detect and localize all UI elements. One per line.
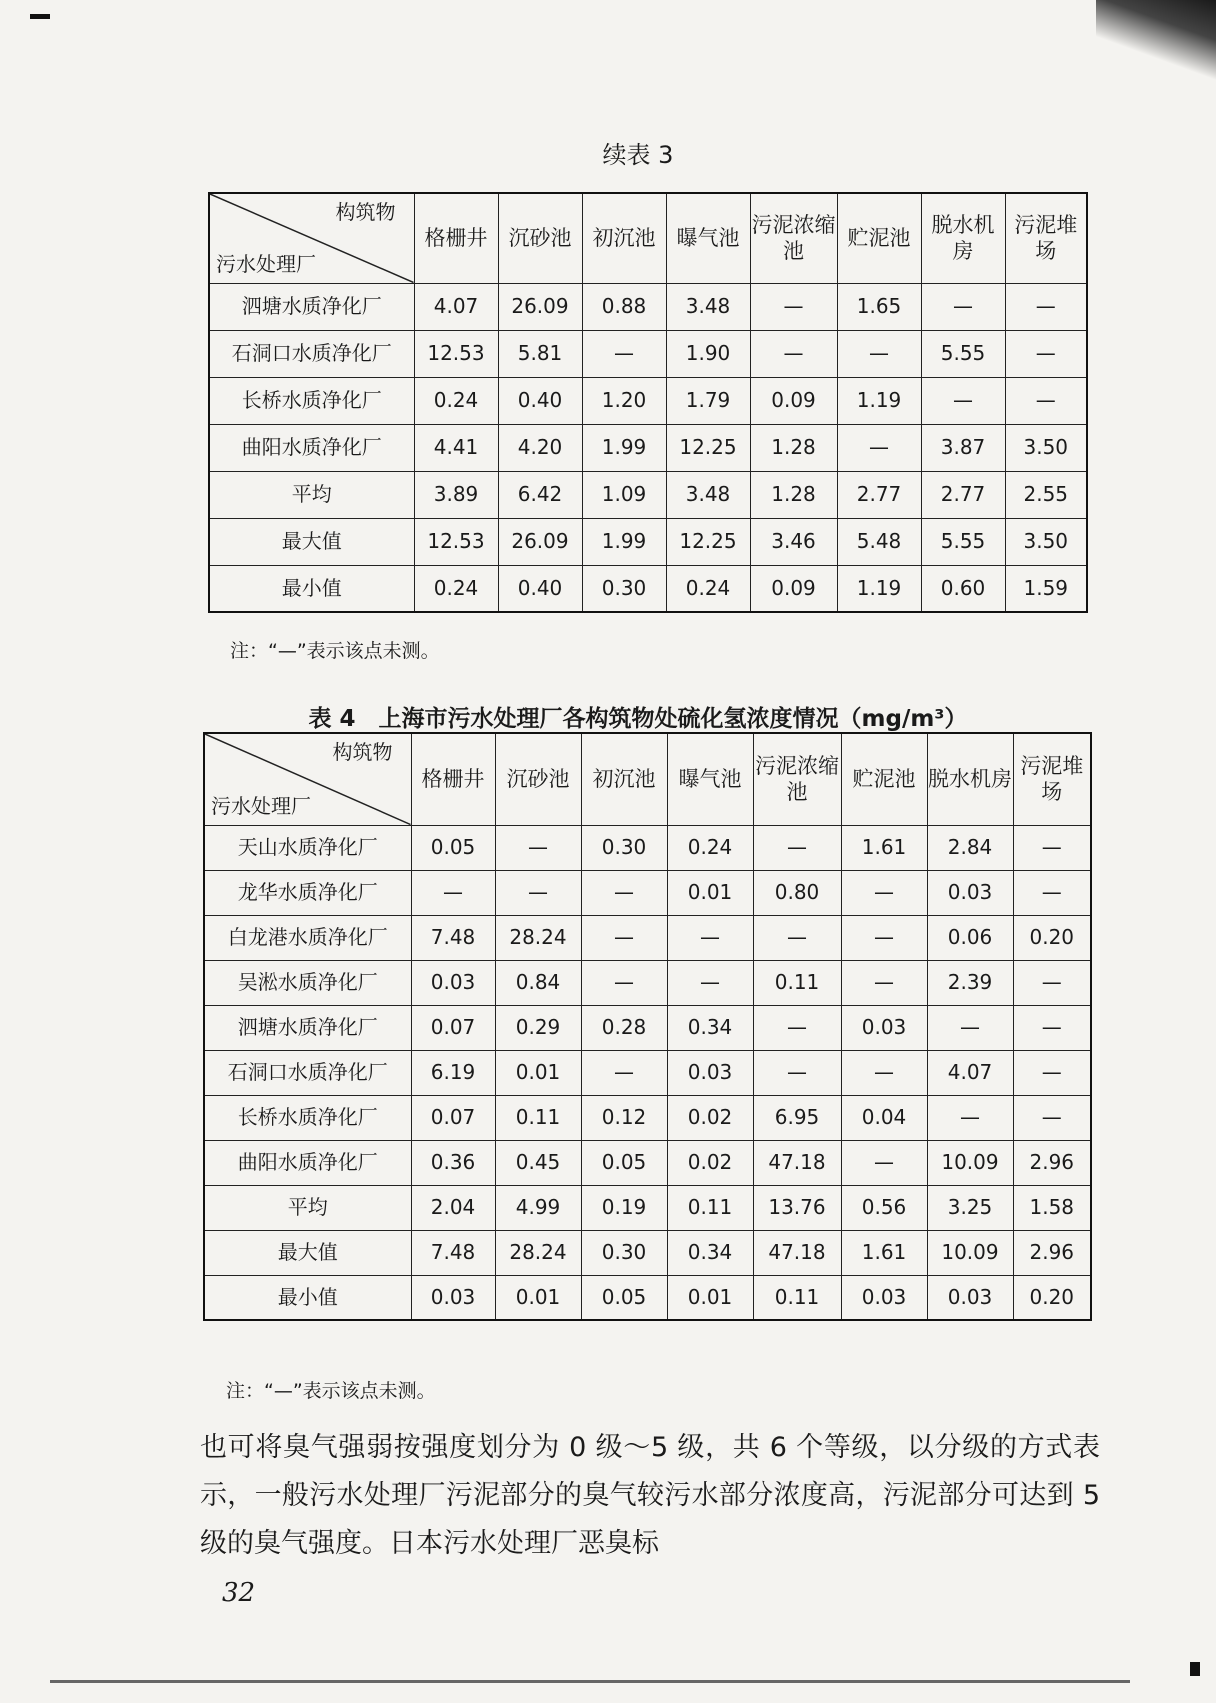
table-row — [204, 1140, 1091, 1185]
table-row — [204, 1230, 1091, 1275]
table4-col-header: 格栅井 — [411, 733, 495, 825]
table3-col-header: 初沉池 — [582, 193, 666, 283]
table3-cell: 12.53 — [414, 518, 498, 565]
table4-col-header: 污泥堆场 — [1013, 733, 1091, 825]
scan-mark-top-left — [30, 14, 50, 19]
table4-cell: — — [1013, 825, 1091, 870]
table3-row-name: 平均 — [209, 471, 414, 518]
table4-row-name: 天山水质净化厂 — [204, 825, 411, 870]
table4-cell: 1.61 — [841, 1230, 927, 1275]
table4-cell: 0.11 — [753, 960, 841, 1005]
table4-cell: 0.11 — [495, 1095, 581, 1140]
table4-cell: 10.09 — [927, 1230, 1013, 1275]
table3-col-header: 格栅井 — [414, 193, 498, 283]
table4-cell: 0.01 — [667, 870, 753, 915]
table4-cell: — — [841, 1140, 927, 1185]
table4-cell: 0.11 — [753, 1275, 841, 1320]
table3-col-header: 贮泥池 — [837, 193, 921, 283]
table3-cell: 3.50 — [1005, 518, 1087, 565]
table3-cell: 1.09 — [582, 471, 666, 518]
table3-cell: — — [1005, 283, 1087, 330]
table4-col-header: 初沉池 — [581, 733, 667, 825]
table3-cell: — — [1005, 377, 1087, 424]
table4-row-name: 泗塘水质净化厂 — [204, 1005, 411, 1050]
table4-cell: 0.45 — [495, 1140, 581, 1185]
table4-cell: 10.09 — [927, 1140, 1013, 1185]
table4-cell: 2.96 — [1013, 1230, 1091, 1275]
table3-cell: 3.46 — [750, 518, 837, 565]
table3-row-name: 曲阳水质净化厂 — [209, 424, 414, 471]
table3-cell: 1.79 — [666, 377, 750, 424]
table3-cell: 26.09 — [498, 283, 582, 330]
table4-col-header: 污泥浓缩池 — [753, 733, 841, 825]
table3-cell: — — [921, 283, 1005, 330]
table4-cell: 0.56 — [841, 1185, 927, 1230]
table4-cell: 7.48 — [411, 1230, 495, 1275]
table3-cell: 5.55 — [921, 518, 1005, 565]
table3-cell: 0.40 — [498, 565, 582, 612]
table3-cell: 0.09 — [750, 377, 837, 424]
scan-edge-bottom — [50, 1680, 1130, 1683]
scan-corner-shadow — [1096, 0, 1216, 90]
page-number: 32 — [222, 1578, 256, 1608]
table4-cell: 0.20 — [1013, 1275, 1091, 1320]
table3-cell: 0.24 — [666, 565, 750, 612]
table3-cell: 3.87 — [921, 424, 1005, 471]
table4-cell: 0.12 — [581, 1095, 667, 1140]
table4-cell: 0.36 — [411, 1140, 495, 1185]
table4-cell: — — [1013, 1005, 1091, 1050]
table-row — [209, 471, 1087, 518]
table4-row-name: 吴淞水质净化厂 — [204, 960, 411, 1005]
table4-cell: — — [927, 1095, 1013, 1140]
table4-cell: 6.95 — [753, 1095, 841, 1140]
table3-row-name: 泗塘水质净化厂 — [209, 283, 414, 330]
table3-cell: 1.19 — [837, 377, 921, 424]
table-row — [209, 330, 1087, 377]
table4-cell: 6.19 — [411, 1050, 495, 1095]
table4-cell: 1.58 — [1013, 1185, 1091, 1230]
table4-cell: 0.29 — [495, 1005, 581, 1050]
table4-caption: 表 4 上海市污水处理厂各构筑物处硫化氢浓度情况（mg/m³） — [308, 706, 968, 732]
table3-caption: 续表 3 — [602, 141, 674, 169]
table4-cell: 4.99 — [495, 1185, 581, 1230]
table-row — [204, 915, 1091, 960]
table3-row-name: 石洞口水质净化厂 — [209, 330, 414, 377]
table4-cell: — — [753, 1005, 841, 1050]
table4-row-name: 平均 — [204, 1185, 411, 1230]
table4-cell: 0.01 — [495, 1050, 581, 1095]
table4-cell: — — [581, 870, 667, 915]
table3-cell: 4.41 — [414, 424, 498, 471]
table4-row-name: 长桥水质净化厂 — [204, 1095, 411, 1140]
table4-cell: — — [753, 1050, 841, 1095]
table3-col-header: 污泥浓缩池 — [750, 193, 837, 283]
table4-cell: 13.76 — [753, 1185, 841, 1230]
table4-cell: 0.30 — [581, 1230, 667, 1275]
table3-cell: 1.19 — [837, 565, 921, 612]
table3-cell: 2.77 — [921, 471, 1005, 518]
table3-cell: 1.65 — [837, 283, 921, 330]
table-row — [204, 1275, 1091, 1320]
table4-cell: — — [495, 825, 581, 870]
table4-note: 注：“—”表示该点未测。 — [226, 1380, 436, 1402]
table4-cell: 0.07 — [411, 1005, 495, 1050]
table4-cell: — — [581, 960, 667, 1005]
table4-cell: 7.48 — [411, 915, 495, 960]
table-row — [204, 870, 1091, 915]
table4-cell: 0.03 — [841, 1275, 927, 1320]
table4-cell: 0.04 — [841, 1095, 927, 1140]
table4-cell: 2.04 — [411, 1185, 495, 1230]
table4-cell: 0.34 — [667, 1005, 753, 1050]
table4-cell: 28.24 — [495, 915, 581, 960]
table3-col-header: 沉砂池 — [498, 193, 582, 283]
table3-cell: 0.24 — [414, 565, 498, 612]
table4-cell: 2.39 — [927, 960, 1013, 1005]
table3-cell: 1.28 — [750, 471, 837, 518]
table-row — [209, 518, 1087, 565]
table4-cell: 4.07 — [927, 1050, 1013, 1095]
table4-cell: — — [841, 960, 927, 1005]
table3-cell: 1.20 — [582, 377, 666, 424]
table-row — [204, 1185, 1091, 1230]
table4-col-header: 曝气池 — [667, 733, 753, 825]
table4-cell: 2.96 — [1013, 1140, 1091, 1185]
table3-cell: — — [837, 424, 921, 471]
table4-cell: — — [1013, 960, 1091, 1005]
table3-cell: 5.55 — [921, 330, 1005, 377]
table4-row-name: 龙华水质净化厂 — [204, 870, 411, 915]
table4-col-header: 沉砂池 — [495, 733, 581, 825]
table4-cell: 28.24 — [495, 1230, 581, 1275]
table3-col-header: 污泥堆场 — [1005, 193, 1087, 283]
table4-cell: 0.05 — [581, 1140, 667, 1185]
table4-cell: 0.05 — [581, 1275, 667, 1320]
table3-col-header: 曝气池 — [666, 193, 750, 283]
table3-cell: 0.30 — [582, 565, 666, 612]
table4-cell: 3.25 — [927, 1185, 1013, 1230]
table4-cell: — — [495, 870, 581, 915]
table-row — [204, 1095, 1091, 1140]
table4-cell: 0.07 — [411, 1095, 495, 1140]
table4-cell: 47.18 — [753, 1140, 841, 1185]
table3-corner-cell — [209, 193, 414, 283]
table3-cell: 0.09 — [750, 565, 837, 612]
table3-cell: 4.07 — [414, 283, 498, 330]
table3-cell: 12.25 — [666, 424, 750, 471]
table4-cell: — — [1013, 870, 1091, 915]
table-row — [204, 1005, 1091, 1050]
table3-cell: 2.77 — [837, 471, 921, 518]
table4-cell: 47.18 — [753, 1230, 841, 1275]
table4-cell: — — [841, 870, 927, 915]
table4-cell: 0.03 — [411, 960, 495, 1005]
table-row — [209, 283, 1087, 330]
table3-cell: 1.99 — [582, 424, 666, 471]
table4-cell: 0.02 — [667, 1095, 753, 1140]
table4-cell: — — [841, 1050, 927, 1095]
table4-cell: — — [667, 960, 753, 1005]
table3-cell: 4.20 — [498, 424, 582, 471]
table4-row-name: 白龙港水质净化厂 — [204, 915, 411, 960]
table4-cell: 0.30 — [581, 825, 667, 870]
table4-cell: 0.80 — [753, 870, 841, 915]
table4-row-name: 最大值 — [204, 1230, 411, 1275]
table3-cell: 0.40 — [498, 377, 582, 424]
table3-col-header: 脱水机房 — [921, 193, 1005, 283]
body-paragraph: 也可将臭气强弱按强度划分为 0 级～5 级，共 6 个等级，以分级的方式表示，一般污水处理厂污泥部分的臭气较污水部分浓度高，污泥部分可达到 5 级的臭气强度。日本污水处理厂恶臭标 — [200, 1432, 1100, 1559]
table4-col-header: 脱水机房 — [927, 733, 1013, 825]
table-row — [209, 565, 1087, 612]
table3-cell: 1.59 — [1005, 565, 1087, 612]
table4-cell: — — [581, 915, 667, 960]
table4-corner-cell — [204, 733, 411, 825]
table3-cell: — — [1005, 330, 1087, 377]
table4-corner-top: 构筑物 — [332, 740, 393, 764]
table4-cell: 0.03 — [927, 870, 1013, 915]
table4-cell: 1.61 — [841, 825, 927, 870]
table3-cell: 1.28 — [750, 424, 837, 471]
table3-cell: 3.48 — [666, 283, 750, 330]
table4-cell: — — [841, 915, 927, 960]
table3-corner-top: 构筑物 — [335, 200, 396, 224]
table4-cell: 0.34 — [667, 1230, 753, 1275]
table4-cell: 0.02 — [667, 1140, 753, 1185]
table4-cell: 0.03 — [927, 1275, 1013, 1320]
scan-mark-bottom-right — [1190, 1662, 1200, 1676]
table4-cell: 0.03 — [411, 1275, 495, 1320]
table4-cell: 0.05 — [411, 825, 495, 870]
table3-cell: — — [750, 330, 837, 377]
table3-cell: 12.53 — [414, 330, 498, 377]
table-row — [204, 825, 1091, 870]
table3-cell: 5.81 — [498, 330, 582, 377]
table3-note: 注：“—”表示该点未测。 — [230, 640, 440, 662]
table4-cell: 0.03 — [667, 1050, 753, 1095]
table3-row-name: 最小值 — [209, 565, 414, 612]
table4-cell: 0.20 — [1013, 915, 1091, 960]
table4-cell: 0.24 — [667, 825, 753, 870]
table3-cell: 6.42 — [498, 471, 582, 518]
table-row — [209, 424, 1087, 471]
table4-cell: — — [1013, 1050, 1091, 1095]
table4-corner-bottom: 污水处理厂 — [211, 793, 311, 818]
table4-cell: 0.28 — [581, 1005, 667, 1050]
table3-cell: 0.24 — [414, 377, 498, 424]
table3-cell: 2.55 — [1005, 471, 1087, 518]
table4-row-name: 曲阳水质净化厂 — [204, 1140, 411, 1185]
table3 — [208, 192, 1088, 613]
table4-cell: — — [667, 915, 753, 960]
table3-cell: 12.25 — [666, 518, 750, 565]
table3-cell: 0.88 — [582, 283, 666, 330]
table3-cell: — — [921, 377, 1005, 424]
table3-cell: 1.99 — [582, 518, 666, 565]
table4-cell: — — [753, 915, 841, 960]
table3-cell: 0.60 — [921, 565, 1005, 612]
table4-cell: 0.11 — [667, 1185, 753, 1230]
table4-cell: 2.84 — [927, 825, 1013, 870]
table4-cell: — — [1013, 1095, 1091, 1140]
table4-cell: 0.06 — [927, 915, 1013, 960]
table3-cell: — — [837, 330, 921, 377]
table4-cell: — — [411, 870, 495, 915]
table4-cell: 0.84 — [495, 960, 581, 1005]
table3-cell: 1.90 — [666, 330, 750, 377]
table4-cell: — — [581, 1050, 667, 1095]
table3-cell: 26.09 — [498, 518, 582, 565]
table3-cell: 3.48 — [666, 471, 750, 518]
table4-cell: 0.01 — [495, 1275, 581, 1320]
table4-cell: 0.01 — [667, 1275, 753, 1320]
table4-row-name: 最小值 — [204, 1275, 411, 1320]
table-row — [204, 1050, 1091, 1095]
table3-cell: 3.50 — [1005, 424, 1087, 471]
table3-cell: — — [750, 283, 837, 330]
table4-row-name: 石洞口水质净化厂 — [204, 1050, 411, 1095]
table4-cell: 0.03 — [841, 1005, 927, 1050]
table3-corner-bottom: 污水处理厂 — [216, 251, 316, 276]
table3-cell: 3.89 — [414, 471, 498, 518]
table-row — [209, 377, 1087, 424]
table4 — [203, 732, 1092, 1321]
table4-cell: — — [927, 1005, 1013, 1050]
table3-cell: — — [582, 330, 666, 377]
table3-cell: 5.48 — [837, 518, 921, 565]
table3-row-name: 长桥水质净化厂 — [209, 377, 414, 424]
table-row — [204, 960, 1091, 1005]
table4-col-header: 贮泥池 — [841, 733, 927, 825]
table4-cell: — — [753, 825, 841, 870]
table3-row-name: 最大值 — [209, 518, 414, 565]
table4-cell: 0.19 — [581, 1185, 667, 1230]
